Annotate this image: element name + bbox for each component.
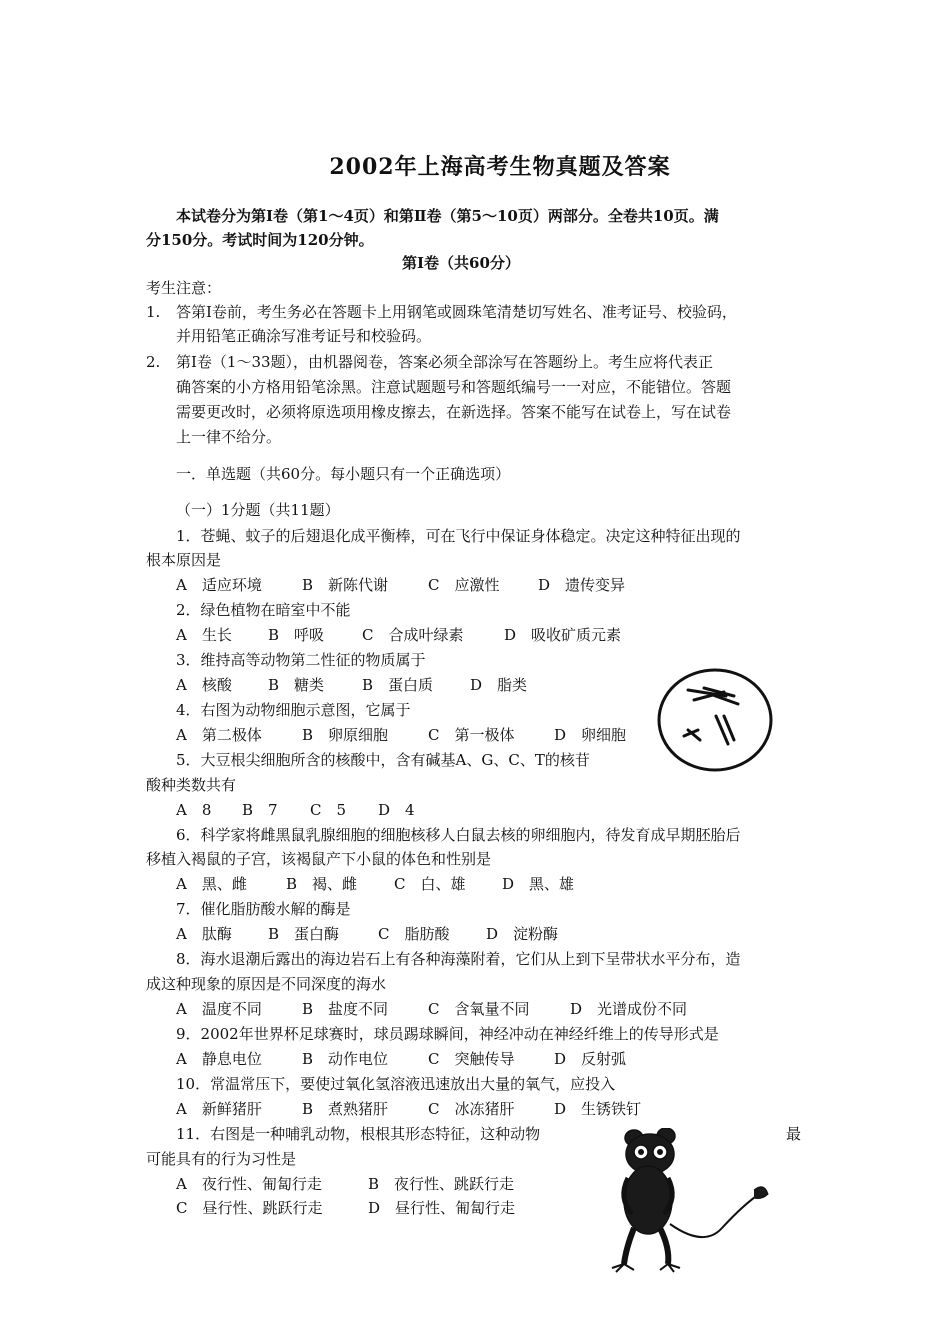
notice-item-2-num: 2. (146, 353, 161, 371)
question-4-line-1: 4．右图为动物细胞示意图，它属于 (176, 701, 411, 719)
question-1-option-a: A 适应环境 (176, 576, 262, 594)
question-6-option-a: A 黑、雌 (176, 875, 247, 893)
question-8-option-a: A 温度不同 (176, 1000, 262, 1018)
part-one-heading: 一．单选题（共60分。每小题只有一个正确选项） (176, 465, 511, 483)
question-7-line-1: 7．催化脂肪酸水解的酶是 (176, 900, 351, 918)
notice-item-1-line-2: 并用铅笔正确涂写准考证号和校验码。 (176, 327, 432, 345)
question-11-option-b: B 夜行性、跳跃行走 (368, 1175, 515, 1193)
question-2-option-a: A 生长 (176, 626, 232, 644)
question-6-line-2: 移植入褐鼠的子宫，该褐鼠产下小鼠的体色和性别是 (146, 850, 492, 868)
notice-heading: 考生注意： (146, 279, 222, 297)
cell-diagram (654, 666, 776, 774)
question-5-option-d: D 4 (378, 801, 415, 819)
question-1-line-1: 1．苍蝇、蚊子的后翅退化成平衡棒，可在飞行中保证身体稳定。决定这种特征出现的 (176, 527, 741, 545)
intro-line-1: 本试卷分为第Ⅰ卷（第1～4页）和第Ⅱ卷（第5～10页）两部分。全卷共10页。满 (176, 207, 719, 225)
question-5-option-c: C 5 (310, 801, 347, 819)
question-3-option-d: D 脂类 (470, 676, 528, 694)
document-title: 2002年上海高考生物真题及答案 (329, 154, 671, 180)
question-11-option-a: A 夜行性、匍匐行走 (176, 1175, 322, 1193)
question-10-option-b: B 煮熟猪肝 (302, 1100, 389, 1118)
question-9-option-a: A 静息电位 (176, 1050, 262, 1068)
question-9-option-d: D 反射弧 (554, 1050, 627, 1068)
intro-line-2: 分150分。考试时间为120分钟。 (146, 231, 374, 249)
notice-item-2-line-2: 确答案的小方格用铅笔涂黑。注意试题题号和答题纸编号一一对应，不能错位。答题 (176, 378, 732, 396)
question-8-option-c: C 含氧量不同 (428, 1000, 530, 1018)
question-7-option-a: A 肽酶 (176, 925, 232, 943)
question-11-option-c: C 昼行性、跳跃行走 (176, 1199, 323, 1217)
notice-item-2-line-1: 第Ⅰ卷（1～33题），由机器阅卷，答案必须全部涂写在答题纷上。考生应将代表正 (176, 353, 714, 371)
question-1-option-d: D 遗传变异 (538, 576, 626, 594)
question-7-option-c: C 脂肪酸 (378, 925, 450, 943)
question-10-option-a: A 新鲜猪肝 (176, 1100, 262, 1118)
question-7-option-b: B 蛋白酶 (268, 925, 340, 943)
question-11-line-2: 可能具有的行为习性是 (146, 1150, 297, 1168)
question-4-option-b: B 卵原细胞 (302, 726, 389, 744)
question-6-option-c: C 白、雄 (394, 875, 466, 893)
question-1-option-c: C 应激性 (428, 576, 500, 594)
question-4-option-a: A 第二极体 (176, 726, 262, 744)
question-5-line-1: 5．大豆根尖细胞所含的核酸中，含有碱基A、G、C、T的核苷 (176, 751, 590, 769)
question-8-line-2: 成这种现象的原因是不同深度的海水 (146, 975, 387, 993)
question-2-option-b: B 呼吸 (268, 626, 325, 644)
question-11-line-1: 11．右图是一种哺乳动物，根根其形态特征，这种动物 (176, 1125, 541, 1143)
question-10-option-d: D 生锈铁钉 (554, 1100, 642, 1118)
question-9-line-1: 9．2002年世界杯足球赛时，球员踢球瞬间，神经冲动在神经纤维上的传导形式是 (176, 1025, 719, 1043)
question-9-option-c: C 突触传导 (428, 1050, 515, 1068)
chromosome-group-top (688, 688, 738, 704)
question-11-option-d: D 昼行性、匍匐行走 (368, 1199, 516, 1217)
question-3-option-a: A 核酸 (176, 676, 232, 694)
question-11-tail: 最 (786, 1125, 802, 1143)
section-heading: 第Ⅰ卷（共60分） (402, 254, 520, 272)
question-6-option-b: B 褐、雌 (286, 875, 358, 893)
question-8-line-1: 8．海水退潮后露出的海边岩石上有各种海藻附着，它们从上到下呈带状水平分布，造 (176, 950, 741, 968)
question-3-option-b: B 糖类 (268, 676, 325, 694)
question-6-line-1: 6．科学家将雌黑鼠乳腺细胞的细胞核移人白鼠去核的卵细胞内，待发育成早期胚胎后 (176, 826, 741, 844)
mammal-figure (604, 1128, 769, 1278)
question-7-option-d: D 淀粉酶 (486, 925, 559, 943)
question-1-line-2: 根本原因是 (146, 551, 222, 569)
question-1-option-b: B 新陈代谢 (302, 576, 389, 594)
notice-item-1-num: 1. (146, 303, 161, 321)
question-10-option-c: C 冰冻猪肝 (428, 1100, 515, 1118)
question-6-option-d: D 黑、雄 (502, 875, 575, 893)
question-8-option-d: D 光谱成份不同 (570, 1000, 688, 1018)
notice-item-2-line-4: 上一律不给分。 (176, 428, 282, 446)
question-4-option-c: C 第一极体 (428, 726, 515, 744)
question-3-line-1: 3．维持高等动物第二性征的物质属于 (176, 651, 426, 669)
question-9-option-b: B 动作电位 (302, 1050, 389, 1068)
question-2-line-1: 2．绿色植物在暗室中不能 (176, 601, 351, 619)
question-5-option-b: B 7 (242, 801, 278, 819)
question-3-option-c: B 蛋白质 (362, 676, 434, 694)
cell-membrane (659, 670, 771, 770)
question-2-option-c: C 合成叶绿素 (362, 626, 464, 644)
chromosome-group-bottom (684, 716, 734, 744)
notice-item-2-line-3: 需要更改时，必须将原选项用橡皮擦去，在新选择。答案不能写在试卷上，写在试卷 (176, 403, 732, 421)
question-10-line-1: 10．常温常压下，要使过氧化氢溶液迅速放出大量的氧气，应投入 (176, 1075, 616, 1093)
notice-item-1-line-1: 答第Ⅰ卷前，考生务必在答题卡上用钢笔或圆珠笔清楚切写姓名、准考证号、校验码， (176, 303, 737, 321)
sub-one-heading: （一）1分题（共11题） (176, 501, 340, 519)
question-5-line-2: 酸种类数共有 (146, 776, 237, 794)
question-5-option-a: A 8 (176, 801, 212, 819)
question-8-option-b: B 盐度不同 (302, 1000, 389, 1018)
question-4-option-d: D 卵细胞 (554, 726, 627, 744)
question-2-option-d: D 吸收矿质元素 (504, 626, 622, 644)
